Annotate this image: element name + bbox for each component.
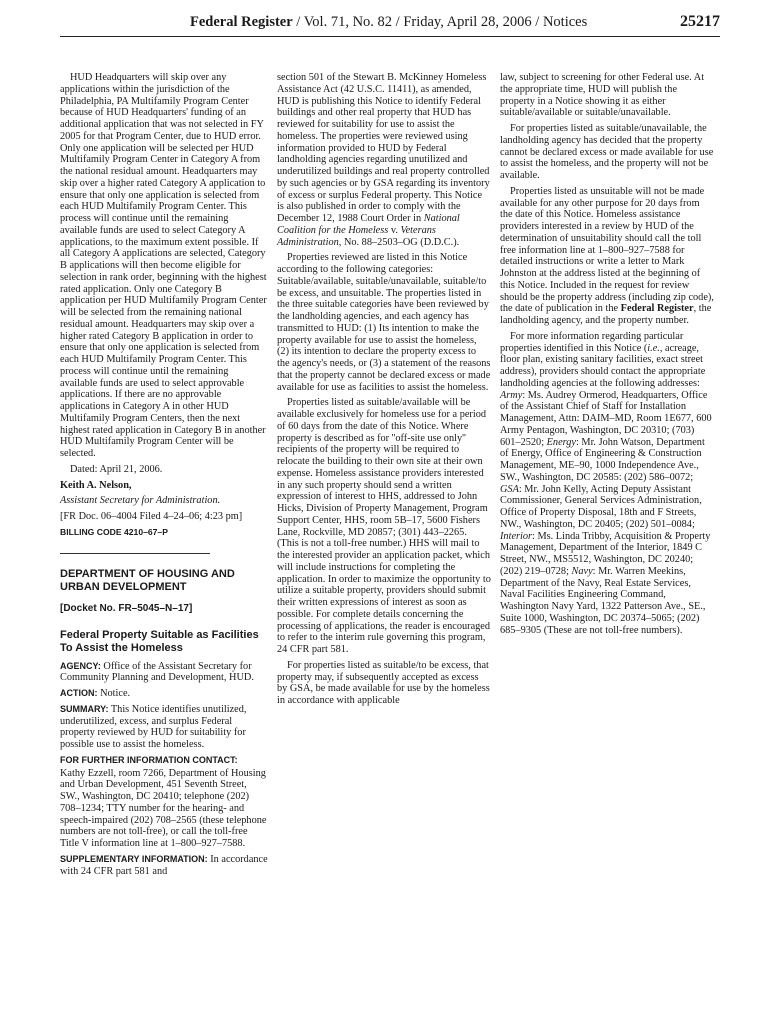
header-rule	[60, 36, 720, 37]
summary-label: SUMMARY:	[60, 703, 109, 714]
issue-info: / Vol. 71, No. 82 / Friday, April 28, 2006 / Notices	[292, 14, 588, 30]
summary-line	[60, 704, 268, 751]
agency-label: AGENCY:	[60, 660, 101, 671]
journal-name: Federal Register	[190, 14, 293, 30]
contact-text: Kathy Ezzell, room 7266, Department of Housing and Urban Development, 451 Seventh Street, SW., Washington, DC 20410; telephone (202) 708–1234; TTY number for the hearing- and speech-impaired (202) 708–2565 (these telephone numbers are not toll-free), or call the toll-free Title V information line at 1–800–927–7588.	[60, 767, 267, 849]
agency-interior-text: : Ms. Linda Tribby, Acquisition & Property Management, Department of the Interior, 1849 C Street, NW., MS5512, Washington, DC 20240; (202) 219–0728;	[500, 530, 711, 577]
signer-name: Keith A. Nelson,	[60, 479, 132, 491]
paragraph-text: v.	[388, 224, 401, 236]
notice-title: Federal Property Suitable as Facilities To Assist the Homeless	[60, 628, 259, 654]
agency-army: Army	[500, 389, 523, 401]
action-line	[60, 688, 268, 700]
paragraph-text: , the landholding agency, and the property number.	[500, 303, 712, 326]
column-3	[500, 72, 714, 640]
paragraph: For properties listed as suitable/unavailable, the landholding agency has decided that the property cannot be declared excess or made available for use to assist the homeless, and the property will not be available.	[500, 123, 714, 181]
dated-line: Dated: April 21, 2006.	[70, 463, 163, 475]
summary-text: This Notice identifies unutilized, underutilized, excess, and surplus Federal property reviewed by HUD for suitability for possible use to assist the homeless.	[60, 703, 247, 750]
supplementary-label: SUPPLEMENTARY INFORMATION:	[60, 853, 208, 864]
paragraph: HUD Headquarters will skip over any applications within the jurisdiction of the Philadelphia, PA Multifamily Program Center because of HUD Headquarters' funding of an additional application that was not selected in FY 2005 for that Program Center, due to HUD error. Only one application will be selected per HUD Multifamily Program Center in Category A from the national residual amount. Headquarters may skip over a higher rated Category A application to ensure that only one application is selected from each HUD Multifamily Program Center. This process will continue until the remaining available funds are used to select Category A applications, to the maximum extent possible. If all Category A applications are selected, Category B applications will then become eligible for selection in rank order, beginning with the highest rated application. Only one Category B application per HUD Multifamily Program Center will be selected from the remaining national residual amount. Headquarters may skip over a higher rated Category B application in order to ensure that only one application is selected from each HUD Multifamily Program Center. This process will continue until the remaining available funds are used to select approvable applications. If there are no approvable applications in Category A in other HUD Multifamily Program Centers, then the next highest rated application in Category B in another HUD Multifamily Program Center will be selected.	[60, 72, 267, 459]
paragraph-text: , acreage, floor plan, existing sanitary facilities, exact street address), providers should contact the appropriate landholding agencies at the following addresses:	[500, 342, 706, 389]
signer-title: Assistant Secretary for Administration.	[60, 495, 221, 507]
case-name: National Coalition for the Homeless	[277, 213, 460, 236]
paragraph-text: For more information regarding particular properties identified in this Notice (	[500, 330, 684, 354]
paragraph-text: , No. 88–2503–OG (D.D.C.).	[338, 236, 460, 248]
agency-navy: Navy	[571, 565, 593, 577]
column-2	[277, 72, 491, 711]
agency-text: Office of the Assistant Secretary for Community Planning and Development, HUD.	[60, 660, 254, 684]
agency-interior: Interior	[500, 530, 533, 542]
paragraph: For properties listed as suitable/to be excess, that property may, if subsequently accepted as excess by GSA, be made available for use by the homeless in accordance with applicable	[277, 659, 490, 706]
docket-number: [Docket No. FR–5045–N–17]	[60, 602, 193, 614]
column-1	[60, 72, 268, 881]
paragraph	[277, 72, 491, 248]
paragraph: Properties reviewed are listed in this Notice according to the following categories: Suitable/available, suitable/unavailable, suitable/to be excess, and unsuitable. The properties listed in the three suitable categories have been reviewed by the landholding agencies, and each agency has transmitted to HUD: (1) Its intention to make the property available for use to assist the homeless, (2) its intention to declare the property excess to the agency's needs, or (3) a statement of the reasons that the property cannot be declared excess or made available for use as facilities to assist the homeless.	[277, 252, 491, 393]
fr-doc-line: [FR Doc. 06–4004 Filed 4–24–06; 4:23 pm]	[60, 511, 243, 522]
paragraph	[500, 186, 714, 327]
abbreviation: i.e.	[647, 342, 660, 354]
header-title	[190, 14, 587, 31]
action-text: Notice.	[97, 688, 131, 699]
billing-code: BILLING CODE 4210–67–P	[60, 526, 168, 537]
paragraph: Properties listed as suitable/available will be available exclusively for homeless use for a period of 60 days from the date of this Notice. Where property is described as for ''off-site use only'' recipients of the property will be required to relocate the building to their own site at their own expense. Homeless assistance providers interested in any such property should send a written expression of interest to HHS, addressed to John Hicks, Division of Property Management, Program Support Center, HHS, room 5B–17, 5600 Fishers Lane, Rockville, MD 20857; (301) 443–2265. (This is not a toll-free number.) HHS will mail to the interested provider an application packet, which will include instructions for completing the application. In order to maximize the opportunity to utilize a suitable property, providers should submit their written expressions of interest as soon as possible. For complete details concerning the processing of applications, the reader is encouraged to refer to the interim rule governing this program, 24 CFR part 581.	[277, 397, 491, 655]
action-label: ACTION:	[60, 688, 98, 698]
paragraph-text: Properties listed as unsuitable will not be made available for any other purpose for 20 days from the date of this Notice. Homeless assistance providers interested in a review by HUD of the determination of unsuitability should call the toll free information line at 1–800–927–7588 for detailed instructions or write a letter to Mark Johnston at the address listed at the beginning of this Notice. Included in the request for review should be the property address (including zip code), the date of publication in the	[500, 185, 714, 315]
contact-label: FOR FURTHER INFORMATION CONTACT:	[60, 754, 238, 765]
page-number: 25217	[680, 13, 720, 30]
paragraph: law, subject to screening for other Federal use. At the appropriate time, HUD will publish the property in a Notice showing it as either suitable/available or suitable/unavailable.	[500, 72, 705, 119]
department-heading: DEPARTMENT OF HOUSING AND URBAN DEVELOPMENT	[60, 567, 235, 593]
agency-energy: Energy	[546, 436, 576, 448]
paragraph-text: section 501 of the Stewart B. McKinney Homeless Assistance Act (42 U.S.C. 11411), as amended, HUD is publishing this Notice to identify Federal buildings and other real property that HUD has reviewed for suitability for use to assist the homeless. The properties were reviewed using information provided to HUD by Federal landholding agencies regarding unutilized and underutilized buildings and real property controlled by such agencies or by GSA regarding its inventory of excess or surplus Federal property. This Notice is also published in order to comply with the December 12, 1988 Court Order in	[277, 72, 490, 224]
agency-gsa-text: : Mr. John Kelly, Acting Deputy Assistant Commissioner, General Services Administration, Office of Property Disposal, 18th and F Streets, NW., Washington, DC 20405; (202) 501–0084;	[500, 483, 702, 530]
supplementary-text: In accordance with 24 CFR part 581 and	[60, 853, 268, 877]
agency-navy-text: : Mr. Warren Meekins, Department of the Navy, Real Estate Services, Naval Facilities Engineering Command, Washington Navy Yard, 1322 Patterson Ave., SE., Suite 1000, Washington, DC 20374–5065; (202) 685–9305 (These are not toll-free numbers).	[500, 565, 706, 636]
case-name: Veterans Administration	[277, 224, 436, 248]
agency-gsa: GSA	[500, 483, 519, 495]
agency-line	[60, 661, 268, 685]
supplementary-line	[60, 854, 268, 878]
journal-reference: Federal Register	[620, 303, 694, 315]
page-header	[60, 14, 720, 36]
paragraph	[500, 331, 714, 637]
agency-energy-text: : Mr. John Watson, Department of Energy, Office of Engineering & Construction Management, ME–90, 1000 Independence Ave., SW., Washington, DC 20585: (202) 586–0072;	[500, 436, 705, 483]
section-divider	[60, 553, 210, 554]
agency-army-text: : Ms. Audrey Ormerod, Headquarters, Office of the Assistant Chief of Staff for Installation Management, Attn: DAIM–MD, Room 1E677, 600 Army Pentagon, Washington, DC 20310; (703) 601–2520;	[500, 389, 712, 448]
